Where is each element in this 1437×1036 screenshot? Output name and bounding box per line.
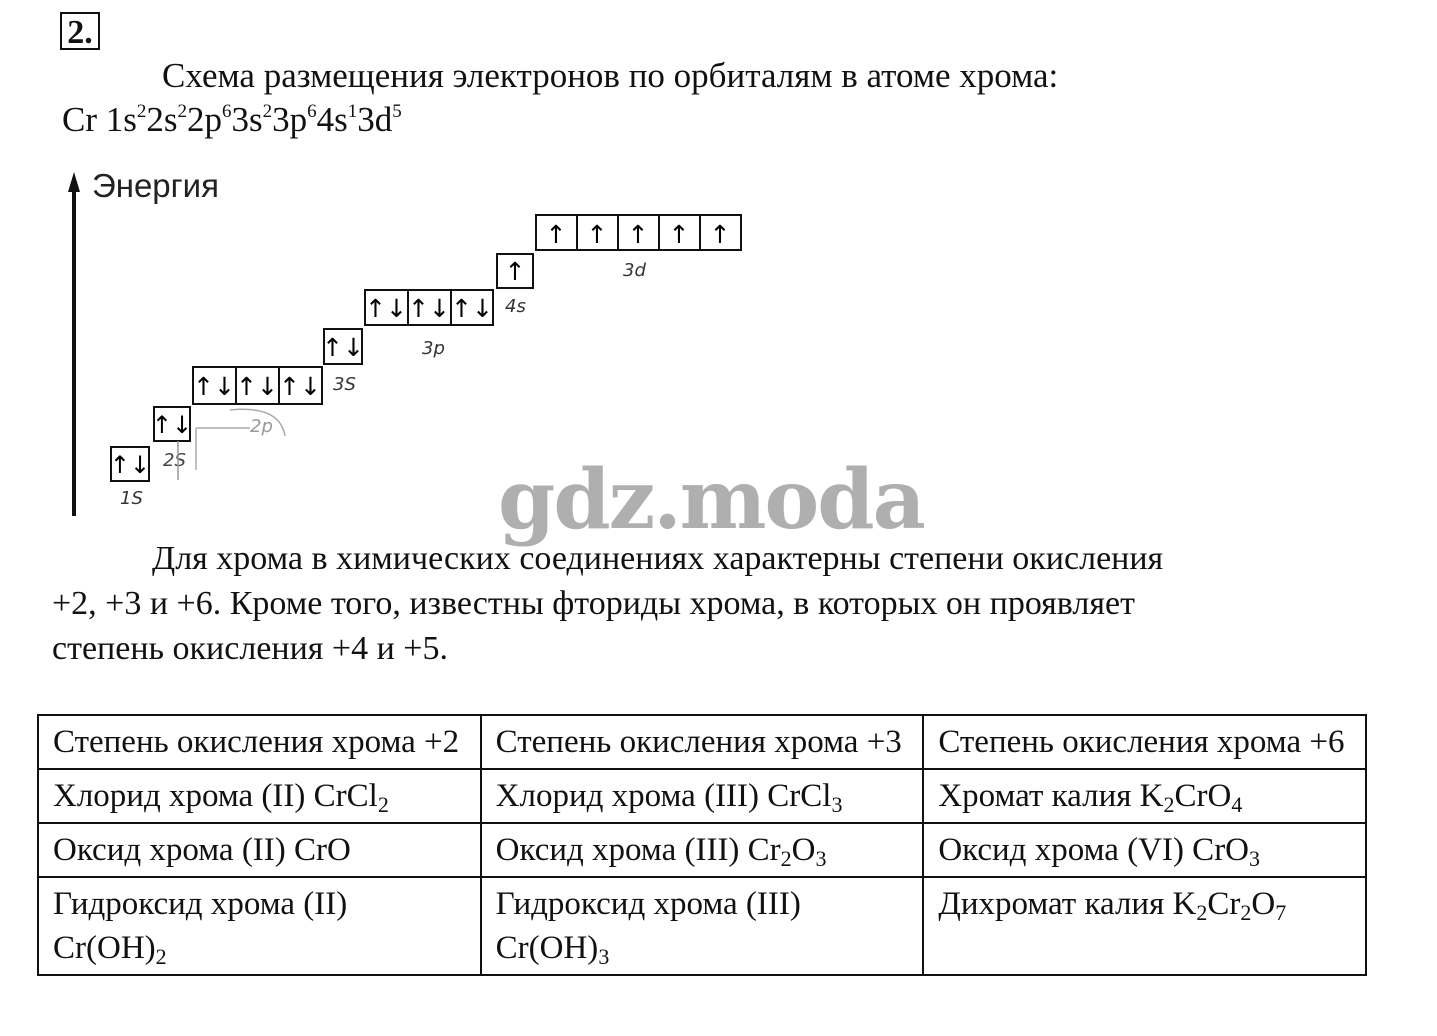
- watermark: gdz.moda: [498, 452, 924, 548]
- orbital-cell: ↑↓: [451, 294, 493, 323]
- config-element: Cr: [62, 100, 97, 139]
- config-term: $3p^6$: [272, 100, 317, 139]
- task-number: 2.: [60, 12, 100, 50]
- orbital-diagram: [0, 0, 800, 530]
- level-label: 3p: [422, 338, 445, 359]
- level-label: 3S: [333, 374, 356, 395]
- config-term: $4s^1$: [316, 100, 358, 139]
- orbital-cell: ↑↓: [365, 294, 407, 323]
- table-row: [38, 769, 1366, 823]
- orbital-cell: ↑↓: [236, 372, 278, 401]
- orbital-cell: ↑: [668, 220, 690, 249]
- config-term: $2s^2$: [146, 100, 187, 139]
- config-term: $1s^2$: [105, 100, 147, 139]
- config-term: $3d^5$: [357, 100, 402, 139]
- orbital-cell: ↑↓: [279, 372, 321, 401]
- table-cell: Оксид хрома (II) CrO: [38, 823, 481, 877]
- header-cell: Степень окисления хрома +3: [481, 715, 924, 769]
- table-cell: Хлорид хрома (II) CrCl$_2$: [38, 769, 481, 823]
- paragraph-line: Для хрома в химических соединениях характерны степени окисления: [152, 540, 1164, 577]
- config-term: $3s^2$: [231, 100, 273, 139]
- orbital-cell: ↑: [709, 220, 731, 249]
- level-2s: [152, 407, 192, 480]
- level-4s: [497, 254, 533, 317]
- heading: Схема размещения электронов по орбиталям в атоме хрома:: [162, 56, 1059, 95]
- header-cell: Степень окисления хрома +6: [923, 715, 1366, 769]
- orbital-cell: ↑↓: [193, 372, 235, 401]
- level-label: 2p: [250, 416, 273, 437]
- level-label: 4s: [505, 296, 526, 317]
- table-header-row: [38, 715, 1366, 769]
- level-1s: [110, 447, 150, 509]
- table-row: [38, 823, 1366, 877]
- paragraph-line: +2, +3 и +6. Кроме того, известны фториды хрома, в которых он проявляет: [52, 585, 1135, 622]
- orbital-cell: ↑: [545, 220, 567, 249]
- level-3s: [322, 329, 364, 395]
- table-cell: Оксид хрома (III) $Cr_2O_3$: [481, 823, 924, 877]
- config-term: $2p^6$: [187, 100, 232, 139]
- level-2p-boxes: [193, 367, 322, 404]
- level-3d: [536, 215, 741, 281]
- level-2p: [196, 409, 285, 470]
- table-row: [38, 877, 1366, 975]
- orbital-cell: ↑↓: [322, 333, 364, 362]
- header-cell: Степень окисления хрома +2: [38, 715, 481, 769]
- level-label: 3d: [623, 260, 646, 281]
- orbital-cell: ↑↓: [408, 294, 450, 323]
- table-cell: Оксид хрома (VI) CrO$_3$: [923, 823, 1366, 877]
- table-cell: Хромат калия $K_2CrO_4$: [923, 769, 1366, 823]
- orbital-cell: ↑↓: [151, 411, 193, 439]
- level-label: 2S: [163, 450, 186, 471]
- level-3p: [365, 290, 493, 359]
- table-cell: Хлорид хрома (III) CrCl$_3$: [481, 769, 924, 823]
- table-cell: Гидроксид хрома (III) $Cr(OH)_3$: [481, 877, 924, 975]
- orbital-cell: ↑: [627, 220, 649, 249]
- table-cell: Гидроксид хрома (II) $Cr(OH)_2$: [38, 877, 481, 975]
- orbital-cell: ↑: [586, 220, 608, 249]
- orbital-cell: ↑: [504, 257, 526, 286]
- axis-label: Энергия: [92, 167, 219, 204]
- orbital-cell: ↑↓: [109, 451, 151, 479]
- table-cell: Дихромат калия $K_2Cr_2O_7$: [923, 877, 1366, 975]
- oxidation-paragraph: [52, 536, 1352, 671]
- paragraph-line: степень окисления +4 и +5.: [52, 630, 448, 667]
- oxidation-states-table: [37, 714, 1367, 976]
- level-label: 1S: [120, 488, 143, 509]
